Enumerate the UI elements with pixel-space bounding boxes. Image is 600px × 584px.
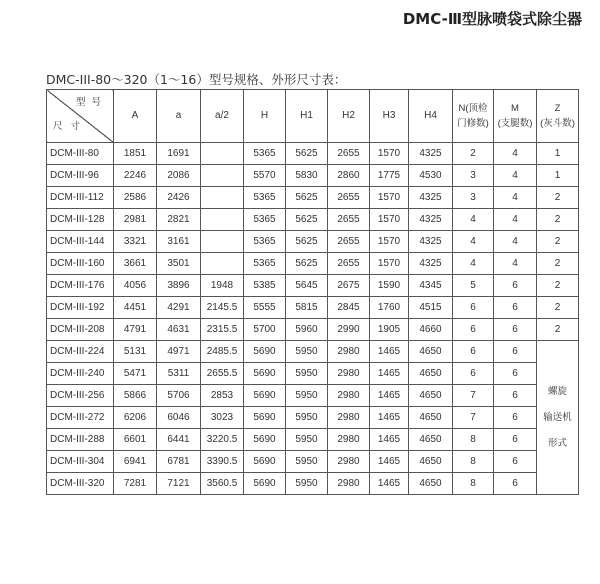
table-body bbox=[47, 143, 579, 495]
table-cell: 4650 bbox=[409, 473, 453, 495]
table-cell: 5365 bbox=[244, 231, 286, 253]
z-merged-line: 输送机 bbox=[543, 411, 572, 423]
table-cell: 3390.5 bbox=[201, 451, 244, 473]
table-row bbox=[47, 473, 579, 495]
table-cell: 6 bbox=[494, 341, 537, 363]
table-cell: 5625 bbox=[286, 253, 328, 275]
table-cell: 5555 bbox=[244, 297, 286, 319]
table-cell: 6 bbox=[453, 297, 494, 319]
model-cell: DCM-III-80 bbox=[47, 143, 114, 165]
table-cell: 6 bbox=[453, 341, 494, 363]
table-cell: 4 bbox=[453, 253, 494, 275]
table-cell: 4650 bbox=[409, 429, 453, 451]
table-cell: 4 bbox=[453, 209, 494, 231]
table-row bbox=[47, 209, 579, 231]
table-cell: 3220.5 bbox=[201, 429, 244, 451]
table-cell: 2655 bbox=[328, 209, 370, 231]
table-cell: 3 bbox=[453, 187, 494, 209]
table-cell: 2 bbox=[537, 275, 579, 297]
table-cell: 4650 bbox=[409, 407, 453, 429]
table-cell: 1905 bbox=[370, 319, 409, 341]
table-cell: 3023 bbox=[201, 407, 244, 429]
table-cell: 2 bbox=[453, 143, 494, 165]
table-cell: 2655.5 bbox=[201, 363, 244, 385]
model-cell: DCM-III-304 bbox=[47, 451, 114, 473]
model-cell: DCM-III-288 bbox=[47, 429, 114, 451]
table-cell: 2485.5 bbox=[201, 341, 244, 363]
table-row bbox=[47, 363, 579, 385]
table-header-row bbox=[47, 90, 579, 143]
table-cell: 2980 bbox=[328, 385, 370, 407]
table-cell: 5830 bbox=[286, 165, 328, 187]
table-cell: 2246 bbox=[114, 165, 157, 187]
table-cell: 4 bbox=[494, 187, 537, 209]
column-header: H3 bbox=[370, 90, 409, 143]
model-cell: DCM-III-96 bbox=[47, 165, 114, 187]
table-cell: 5365 bbox=[244, 187, 286, 209]
table-cell: 4 bbox=[494, 165, 537, 187]
table-cell: 5570 bbox=[244, 165, 286, 187]
table-cell: 4971 bbox=[157, 341, 201, 363]
table-cell: 5625 bbox=[286, 143, 328, 165]
corner-header-model: 型号 bbox=[75, 97, 107, 108]
column-header: H4 bbox=[409, 90, 453, 143]
table-cell: 7 bbox=[453, 385, 494, 407]
table-cell: 6441 bbox=[157, 429, 201, 451]
table-cell: 1465 bbox=[370, 363, 409, 385]
table-cell: 2586 bbox=[114, 187, 157, 209]
table-cell: 6 bbox=[494, 275, 537, 297]
table-cell: 7281 bbox=[114, 473, 157, 495]
model-cell: DCM-III-208 bbox=[47, 319, 114, 341]
model-cell: DCM-III-320 bbox=[47, 473, 114, 495]
table-cell: 4631 bbox=[157, 319, 201, 341]
table-row bbox=[47, 451, 579, 473]
table-row bbox=[47, 187, 579, 209]
table-cell: 5690 bbox=[244, 429, 286, 451]
table-cell: 1570 bbox=[370, 231, 409, 253]
table-cell: 5365 bbox=[244, 209, 286, 231]
table-cell: 2980 bbox=[328, 407, 370, 429]
z-merged-line: 螺旋 bbox=[547, 385, 567, 397]
table-cell: 1948 bbox=[201, 275, 244, 297]
table-cell: 1760 bbox=[370, 297, 409, 319]
model-cell: DCM-III-160 bbox=[47, 253, 114, 275]
table-cell: 4 bbox=[494, 231, 537, 253]
table-row bbox=[47, 341, 579, 363]
table-row bbox=[47, 143, 579, 165]
table-cell: 1570 bbox=[370, 253, 409, 275]
table-row bbox=[47, 407, 579, 429]
column-header-m-line1: M bbox=[511, 103, 519, 114]
table-cell: 8 bbox=[453, 429, 494, 451]
table-cell: 3501 bbox=[157, 253, 201, 275]
table-cell: 4650 bbox=[409, 363, 453, 385]
column-header: A bbox=[114, 90, 157, 143]
column-header: H1 bbox=[286, 90, 328, 143]
table-cell: 6601 bbox=[114, 429, 157, 451]
table-cell: 2 bbox=[537, 297, 579, 319]
table-cell: 4530 bbox=[409, 165, 453, 187]
table-cell: 2980 bbox=[328, 363, 370, 385]
table-cell: 6 bbox=[494, 385, 537, 407]
table-cell: 2145.5 bbox=[201, 297, 244, 319]
table-cell: 5690 bbox=[244, 385, 286, 407]
table-cell: 2086 bbox=[157, 165, 201, 187]
table-cell: 3 bbox=[453, 165, 494, 187]
table-cell: 2860 bbox=[328, 165, 370, 187]
table-cell: 5365 bbox=[244, 253, 286, 275]
table-cell bbox=[201, 143, 244, 165]
model-cell: DCM-III-192 bbox=[47, 297, 114, 319]
table-cell: 5690 bbox=[244, 473, 286, 495]
table-cell: 5625 bbox=[286, 231, 328, 253]
column-header-m-line2: (支腿数) bbox=[497, 118, 533, 129]
table-cell: 6 bbox=[494, 319, 537, 341]
table-cell: 5365 bbox=[244, 143, 286, 165]
table-row bbox=[47, 165, 579, 187]
table-cell: 5950 bbox=[286, 407, 328, 429]
table-cell: 2980 bbox=[328, 341, 370, 363]
table-cell: 1465 bbox=[370, 407, 409, 429]
model-cell: DCM-III-144 bbox=[47, 231, 114, 253]
model-cell: DCM-III-176 bbox=[47, 275, 114, 297]
table-row bbox=[47, 319, 579, 341]
table-cell: 2426 bbox=[157, 187, 201, 209]
table-cell: 5311 bbox=[157, 363, 201, 385]
column-header-n-line1: N(顶检 bbox=[458, 103, 488, 114]
table-cell: 6 bbox=[494, 297, 537, 319]
table-cell bbox=[201, 253, 244, 275]
spec-table bbox=[46, 89, 579, 495]
table-cell: 1465 bbox=[370, 429, 409, 451]
table-cell: 1570 bbox=[370, 143, 409, 165]
table-cell: 4345 bbox=[409, 275, 453, 297]
table-cell bbox=[201, 209, 244, 231]
table-cell: 5625 bbox=[286, 187, 328, 209]
table-row bbox=[47, 275, 579, 297]
column-header: H bbox=[244, 90, 286, 143]
table-cell: 4451 bbox=[114, 297, 157, 319]
model-cell: DCM-III-128 bbox=[47, 209, 114, 231]
table-cell: 6 bbox=[494, 429, 537, 451]
table-row bbox=[47, 385, 579, 407]
z-merged-cell bbox=[537, 341, 579, 495]
table-cell: 8 bbox=[453, 473, 494, 495]
table-cell: 5950 bbox=[286, 451, 328, 473]
table-caption: DMC-III-80～320（1～16）型号规格、外形尺寸表： bbox=[46, 72, 347, 87]
table-cell: 1 bbox=[537, 165, 579, 187]
z-merged-line: 形式 bbox=[547, 437, 567, 449]
table-cell: 1851 bbox=[114, 143, 157, 165]
table-cell: 5706 bbox=[157, 385, 201, 407]
table-cell: 2 bbox=[537, 209, 579, 231]
table-cell: 4325 bbox=[409, 209, 453, 231]
table-cell: 2 bbox=[537, 319, 579, 341]
column-header-m bbox=[494, 90, 537, 143]
table-cell: 1465 bbox=[370, 451, 409, 473]
table-row bbox=[47, 297, 579, 319]
table-cell: 3560.5 bbox=[201, 473, 244, 495]
table-cell: 4 bbox=[494, 253, 537, 275]
table-cell: 4650 bbox=[409, 385, 453, 407]
corner-header-cell bbox=[47, 90, 114, 143]
table-cell: 5700 bbox=[244, 319, 286, 341]
model-cell: DCM-III-272 bbox=[47, 407, 114, 429]
table-cell: 2655 bbox=[328, 143, 370, 165]
table-cell: 1465 bbox=[370, 341, 409, 363]
table-cell: 5131 bbox=[114, 341, 157, 363]
table-cell: 2675 bbox=[328, 275, 370, 297]
column-header-z-line2: (灰斗数) bbox=[540, 118, 575, 129]
table-cell: 1691 bbox=[157, 143, 201, 165]
table-cell: 3161 bbox=[157, 231, 201, 253]
table-cell: 4 bbox=[453, 231, 494, 253]
table-cell: 1 bbox=[537, 143, 579, 165]
table-cell: 5950 bbox=[286, 341, 328, 363]
table-cell: 7 bbox=[453, 407, 494, 429]
table-cell: 2 bbox=[537, 253, 579, 275]
table-cell: 1775 bbox=[370, 165, 409, 187]
table-cell: 2655 bbox=[328, 253, 370, 275]
column-header: a/2 bbox=[201, 90, 244, 143]
table-row bbox=[47, 253, 579, 275]
table-cell: 7121 bbox=[157, 473, 201, 495]
table-cell: 5950 bbox=[286, 473, 328, 495]
table-cell: 5866 bbox=[114, 385, 157, 407]
table-cell: 5960 bbox=[286, 319, 328, 341]
table-cell: 1465 bbox=[370, 385, 409, 407]
table-cell: 5690 bbox=[244, 363, 286, 385]
table-cell: 4291 bbox=[157, 297, 201, 319]
table-cell: 6941 bbox=[114, 451, 157, 473]
table-cell: 5645 bbox=[286, 275, 328, 297]
table-cell: 3661 bbox=[114, 253, 157, 275]
table-cell: 4791 bbox=[114, 319, 157, 341]
column-header-z bbox=[537, 90, 579, 143]
table-cell: 4325 bbox=[409, 253, 453, 275]
table-cell: 4660 bbox=[409, 319, 453, 341]
table-cell: 2980 bbox=[328, 451, 370, 473]
table-cell: 2 bbox=[537, 231, 579, 253]
column-header-n bbox=[453, 90, 494, 143]
table-cell: 2315.5 bbox=[201, 319, 244, 341]
table-cell: 2 bbox=[537, 187, 579, 209]
table-cell: 6 bbox=[494, 451, 537, 473]
table-cell: 4325 bbox=[409, 187, 453, 209]
document-title: DMC-Ⅲ型脉喷袋式除尘器 bbox=[402, 10, 582, 28]
table-cell: 5950 bbox=[286, 363, 328, 385]
table-cell: 6 bbox=[453, 319, 494, 341]
table-cell: 2655 bbox=[328, 231, 370, 253]
table-cell: 4515 bbox=[409, 297, 453, 319]
table-cell: 5 bbox=[453, 275, 494, 297]
table-cell: 2980 bbox=[328, 473, 370, 495]
table-cell: 3321 bbox=[114, 231, 157, 253]
table-cell: 4 bbox=[494, 209, 537, 231]
table-cell: 5471 bbox=[114, 363, 157, 385]
table-cell: 6 bbox=[453, 363, 494, 385]
model-cell: DCM-III-224 bbox=[47, 341, 114, 363]
model-cell: DCM-III-256 bbox=[47, 385, 114, 407]
column-header: a bbox=[157, 90, 201, 143]
table-cell: 1570 bbox=[370, 187, 409, 209]
table-cell: 4325 bbox=[409, 231, 453, 253]
table-cell: 1465 bbox=[370, 473, 409, 495]
table-cell: 2845 bbox=[328, 297, 370, 319]
table-cell: 4 bbox=[494, 143, 537, 165]
table-cell: 6 bbox=[494, 363, 537, 385]
table-cell: 2990 bbox=[328, 319, 370, 341]
table-cell: 4650 bbox=[409, 451, 453, 473]
table-cell: 2980 bbox=[328, 429, 370, 451]
table-cell: 5950 bbox=[286, 429, 328, 451]
table-cell: 5690 bbox=[244, 451, 286, 473]
table-cell: 6 bbox=[494, 473, 537, 495]
table-cell: 4650 bbox=[409, 341, 453, 363]
model-cell: DCM-III-112 bbox=[47, 187, 114, 209]
table-cell: 6781 bbox=[157, 451, 201, 473]
table-cell bbox=[201, 231, 244, 253]
column-header: H2 bbox=[328, 90, 370, 143]
table-row bbox=[47, 231, 579, 253]
table-cell: 3896 bbox=[157, 275, 201, 297]
column-header-n-line2: 门修数) bbox=[457, 118, 489, 129]
table-cell bbox=[201, 187, 244, 209]
table-cell: 2655 bbox=[328, 187, 370, 209]
model-cell: DCM-III-240 bbox=[47, 363, 114, 385]
corner-header-size: 尺寸 bbox=[53, 121, 89, 132]
table-cell: 5950 bbox=[286, 385, 328, 407]
table-cell: 5690 bbox=[244, 407, 286, 429]
table-cell: 4325 bbox=[409, 143, 453, 165]
table-cell: 6 bbox=[494, 407, 537, 429]
table-cell: 1590 bbox=[370, 275, 409, 297]
table-cell: 5690 bbox=[244, 341, 286, 363]
table-cell: 6206 bbox=[114, 407, 157, 429]
table-cell: 1570 bbox=[370, 209, 409, 231]
table-cell: 2853 bbox=[201, 385, 244, 407]
table-cell: 5625 bbox=[286, 209, 328, 231]
table-row bbox=[47, 429, 579, 451]
table-cell: 2981 bbox=[114, 209, 157, 231]
table-cell bbox=[201, 165, 244, 187]
table-cell: 5385 bbox=[244, 275, 286, 297]
column-header-z-line1: Z bbox=[554, 103, 561, 114]
table-cell: 8 bbox=[453, 451, 494, 473]
table-cell: 5815 bbox=[286, 297, 328, 319]
table-cell: 4056 bbox=[114, 275, 157, 297]
table-cell: 2821 bbox=[157, 209, 201, 231]
table-cell: 6046 bbox=[157, 407, 201, 429]
